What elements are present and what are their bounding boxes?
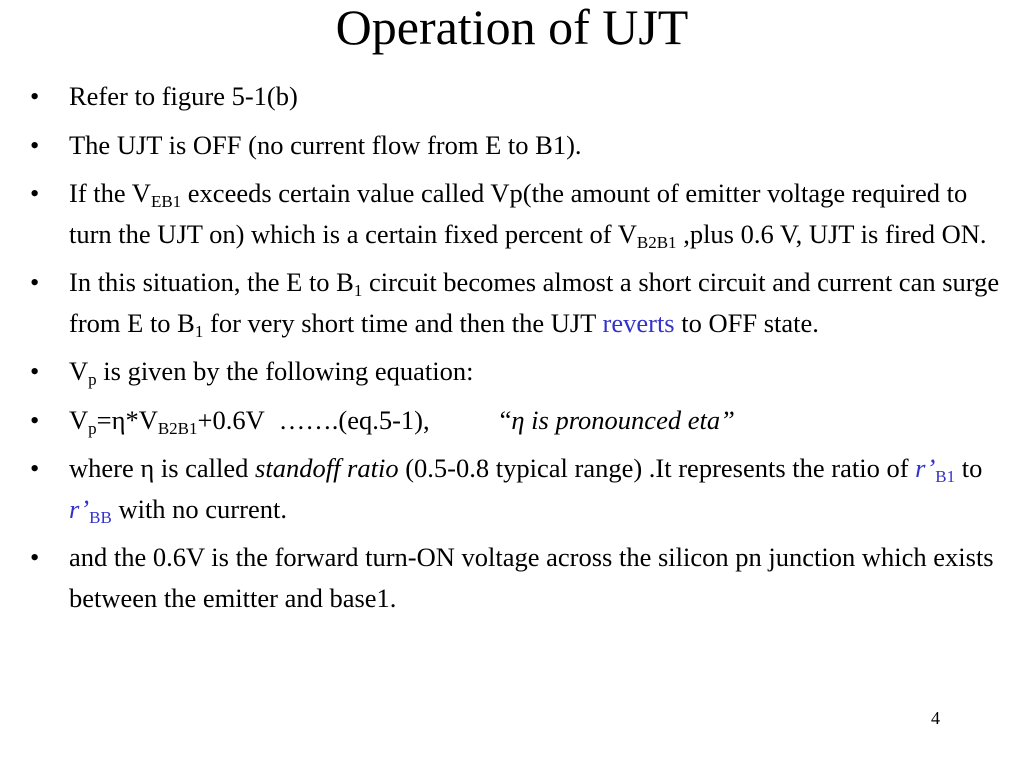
bullet-item [30,173,1005,254]
bullet-item [30,351,1005,392]
r-prime-symbol: r’ [69,493,90,524]
bullet-item [30,262,1005,343]
subscript: p [88,418,97,438]
bullet-text: and the 0.6V is the forward turn-ON voltage across the silicon pn junction which exists between the emitter and base1. [69,542,994,613]
subscript: B2B1 [636,232,677,252]
bullet-text: with no current. [111,493,287,524]
bullet-text: (0.5-0.8 typical range) .It represents the ratio of [398,453,916,483]
subscript: B1 [935,467,956,486]
bullet-marker: • [30,129,40,160]
bullet-text: circuit becomes almost a short circuit and current can surge from E to B [69,267,1000,338]
bullet-text: exceeds certain value called Vp(the amount of emitter voltage required to turn the UJT on) which is a certain fixed percent of V [69,178,968,249]
bullet-marker: • [30,267,40,297]
equation-text: +0.6V [197,404,265,435]
subscript: 1 [353,281,363,300]
bullet-item [30,448,1005,529]
subscript: 1 [194,321,204,341]
bullet-item [30,537,1005,618]
bullet-marker: • [30,542,40,572]
bullet-text: ,plus 0.6 V, UJT is fired ON. [676,218,987,249]
equation-text: V [69,404,89,435]
bullet-text: If the V [69,178,151,208]
subscript: BB [89,507,112,527]
bullet-text: for very short time and then the UJT [203,307,603,338]
bullet-text: The UJT is OFF (no current flow from E to B1). [69,129,582,160]
subscript: EB1 [150,192,182,211]
quote-open: “ [499,404,512,435]
bullet-list [30,76,1005,626]
bullet-text: to OFF state. [674,307,819,338]
subscript: B2B1 [157,418,198,438]
bullet-item [30,125,1005,166]
bullet-text: to [955,453,983,483]
standoff-ratio-term: standoff ratio [255,453,399,483]
eta-symbol: η [511,404,525,435]
bullet-marker: • [30,81,40,111]
bullet-text: Refer to figure 5-1(b) [69,81,298,111]
bullet-text: V [69,356,89,386]
eta-note: is pronounced eta” [524,404,735,435]
bullet-item [30,76,1005,117]
equation-label: …….(eq.5-1), [278,404,430,435]
bullet-text: is given by the following equation: [96,356,474,386]
bullet-marker: • [30,404,40,435]
bullet-marker: • [30,178,40,208]
equation-text: =η*V [96,404,158,435]
slide-title: Operation of UJT [335,0,689,55]
bullet-marker: • [30,356,40,386]
page-number: 4 [931,708,940,728]
bullet-item [30,400,1005,441]
bullet-text: In this situation, the E to B [69,267,354,297]
bullet-text: where η is called [69,453,256,483]
subscript: p [88,370,97,389]
r-prime-symbol: r’ [915,453,936,483]
bullet-marker: • [30,453,40,483]
highlighted-word: reverts [602,307,675,338]
